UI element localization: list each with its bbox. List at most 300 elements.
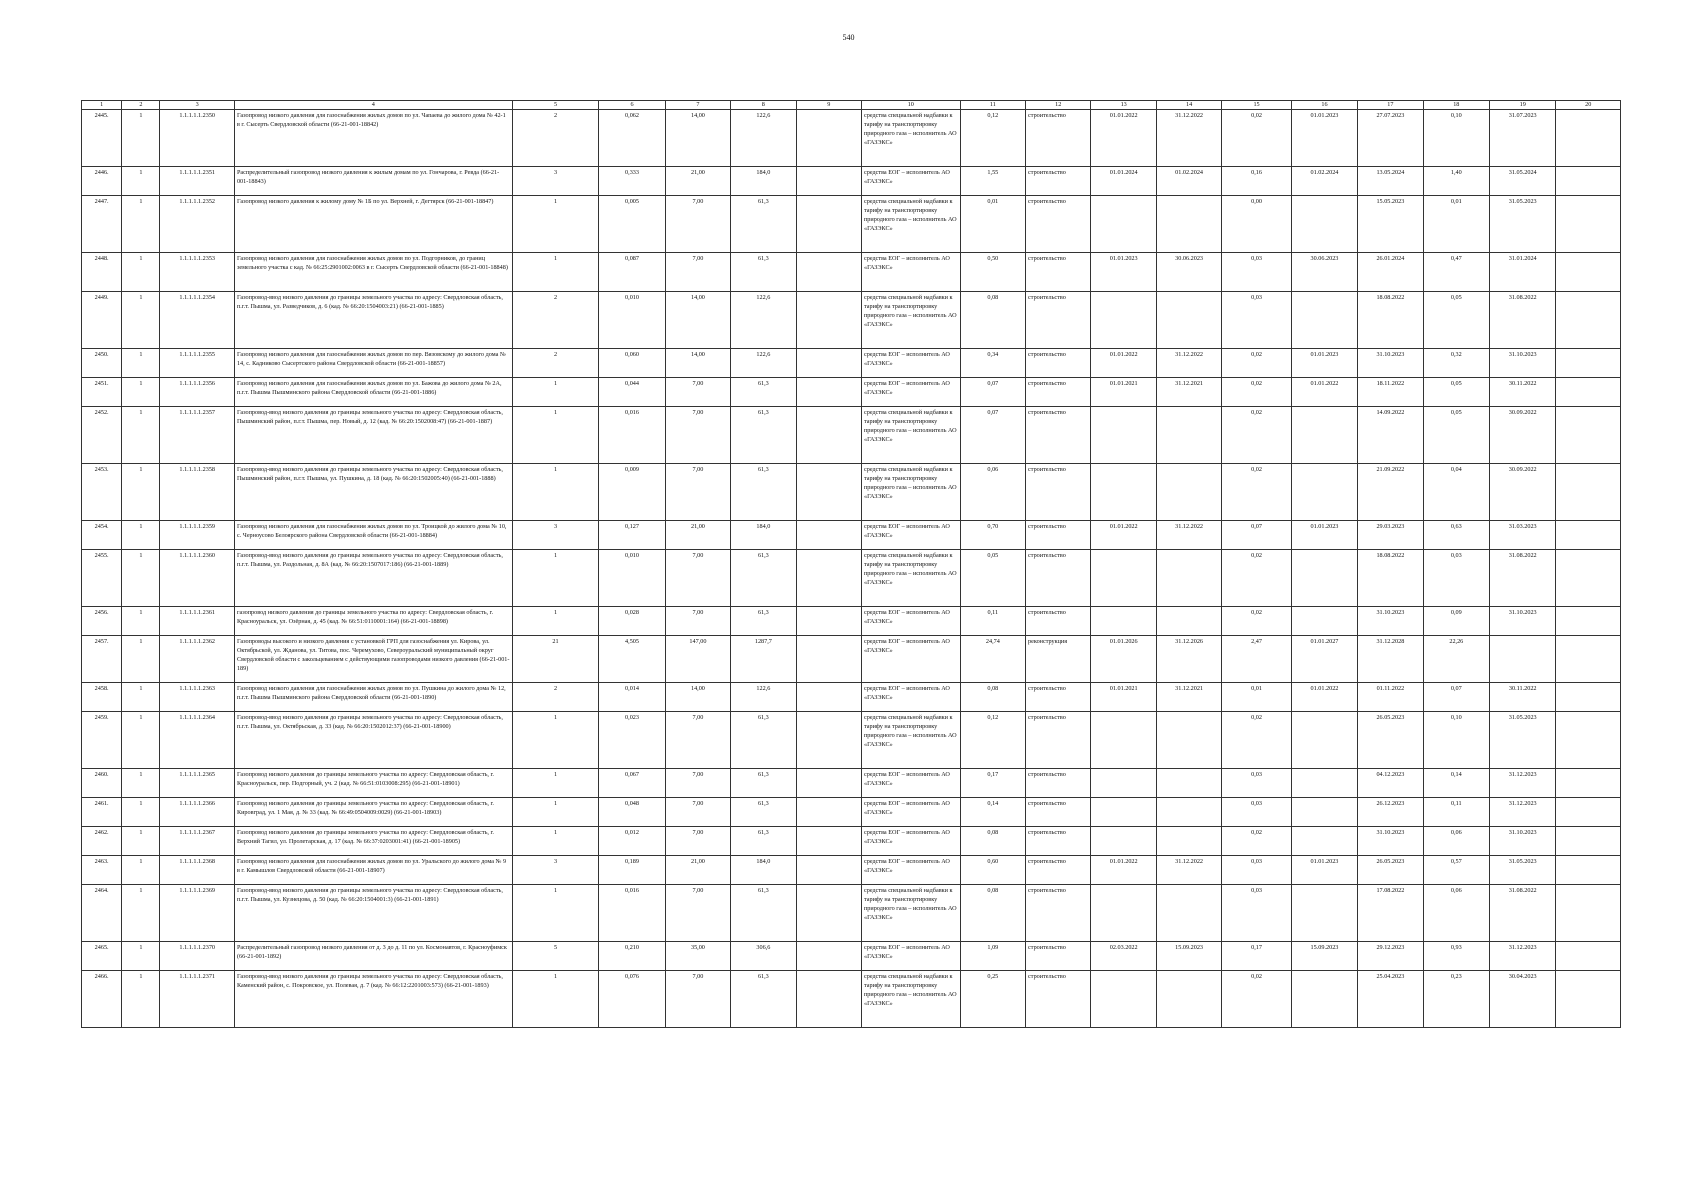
header-cell: 10 xyxy=(861,101,960,110)
column-13-cell xyxy=(1091,971,1156,1028)
object-code: 1.1.1.1.1.2371 xyxy=(160,971,234,1028)
object-description: Газопровод низкого давления для газоснабжения жилых домов по ул. Уральского до жилого дома № 9 в г. Камышлов Свердловской области (66-21-001-18907) xyxy=(234,856,512,885)
column-20-cell xyxy=(1556,110,1621,167)
column-20-cell xyxy=(1556,798,1621,827)
funding-source: средства специальной надбавки к тарифу на транспортировку природного газа – исполнитель АО «ГАЗЭКС» xyxy=(861,550,960,607)
column-20-cell xyxy=(1556,464,1621,521)
object-code: 1.1.1.1.1.2356 xyxy=(160,378,234,407)
column-13-cell xyxy=(1091,464,1156,521)
column-16-cell: 01.01.2023 xyxy=(1291,856,1357,885)
column-11-cell: 0,70 xyxy=(960,521,1025,550)
object-description: Газопровод-ввод низкого давления до границы земельного участка по адресу: Свердловская область, п.г.т. Пышма, ул. Раздольная, д. 8А (кад. № 66:20:1507017:186) (66-21-001-1889) xyxy=(234,550,512,607)
column-8-cell: 184,0 xyxy=(731,167,796,196)
table-row xyxy=(82,712,1621,769)
row-number: 2461. xyxy=(82,798,122,827)
column-6-cell: 0,044 xyxy=(599,378,665,407)
column-13-cell: 01.01.2026 xyxy=(1091,636,1156,683)
column-14-cell: 31.12.2021 xyxy=(1156,683,1221,712)
column-18-cell: 0,01 xyxy=(1423,196,1489,253)
column-17-cell: 25.04.2023 xyxy=(1358,971,1423,1028)
column-15-cell: 0,03 xyxy=(1222,253,1291,292)
funding-source: средства специальной надбавки к тарифу на транспортировку природного газа – исполнитель АО «ГАЗЭКС» xyxy=(861,885,960,942)
table-row xyxy=(82,464,1621,521)
column-16-cell xyxy=(1291,712,1357,769)
header-cell: 13 xyxy=(1091,101,1156,110)
table-row xyxy=(82,253,1621,292)
column-13-cell xyxy=(1091,798,1156,827)
column-2-cell: 1 xyxy=(122,827,160,856)
column-8-cell: 61,3 xyxy=(731,885,796,942)
work-type: строительство xyxy=(1026,942,1091,971)
header-cell: 7 xyxy=(665,101,730,110)
row-number: 2454. xyxy=(82,521,122,550)
funding-source: средства ЕОГ – исполнитель АО «ГАЗЭКС» xyxy=(861,827,960,856)
object-description: Газопровод низкого давления для газоснабжения жилых домов по ул. Бажова до жилого дома № 2А, п.г.т. Пышма Пышминского района Свердловской области (66-21-001-1886) xyxy=(234,378,512,407)
column-18-cell: 0,09 xyxy=(1423,607,1489,636)
object-code: 1.1.1.1.1.2361 xyxy=(160,607,234,636)
funding-source: средства ЕОГ – исполнитель АО «ГАЗЭКС» xyxy=(861,378,960,407)
column-9-cell xyxy=(796,378,861,407)
column-2-cell: 1 xyxy=(122,407,160,464)
column-2-cell: 1 xyxy=(122,856,160,885)
column-9-cell xyxy=(796,253,861,292)
object-code: 1.1.1.1.1.2369 xyxy=(160,885,234,942)
column-5-cell: 1 xyxy=(512,971,599,1028)
column-11-cell: 0,08 xyxy=(960,292,1025,349)
row-number: 2460. xyxy=(82,769,122,798)
object-code: 1.1.1.1.1.2360 xyxy=(160,550,234,607)
column-11-cell: 0,08 xyxy=(960,885,1025,942)
funding-source: средства специальной надбавки к тарифу на транспортировку природного газа – исполнитель АО «ГАЗЭКС» xyxy=(861,292,960,349)
column-14-cell: 31.12.2022 xyxy=(1156,349,1221,378)
column-5-cell: 1 xyxy=(512,196,599,253)
column-15-cell: 0,02 xyxy=(1222,607,1291,636)
table-row xyxy=(82,885,1621,942)
column-13-cell xyxy=(1091,607,1156,636)
object-description: Распределительный газопровод низкого давления от д. 3 до д. 11 по ул. Космонавтов, г. Красноуфимск (66-21-001-1892) xyxy=(234,942,512,971)
object-description: Газопровод-ввод низкого давления до границы земельного участка по адресу: Свердловская область, п.г.т. Пышма, ул. Октябрьская, д. 33 (кад. № 66:20:1502012:37) (66-21-001-18900) xyxy=(234,712,512,769)
column-8-cell: 61,3 xyxy=(731,607,796,636)
column-11-cell: 1,55 xyxy=(960,167,1025,196)
column-19-cell: 30.11.2022 xyxy=(1490,378,1556,407)
work-type: строительство xyxy=(1026,349,1091,378)
column-20-cell xyxy=(1556,550,1621,607)
funding-source: средства ЕОГ – исполнитель АО «ГАЗЭКС» xyxy=(861,349,960,378)
column-9-cell xyxy=(796,110,861,167)
column-2-cell: 1 xyxy=(122,521,160,550)
column-18-cell: 0,05 xyxy=(1423,292,1489,349)
column-14-cell xyxy=(1156,798,1221,827)
column-9-cell xyxy=(796,607,861,636)
column-15-cell: 0,03 xyxy=(1222,885,1291,942)
column-13-cell: 01.01.2022 xyxy=(1091,110,1156,167)
column-7-cell: 7,00 xyxy=(665,712,730,769)
column-9-cell xyxy=(796,349,861,378)
column-6-cell: 0,048 xyxy=(599,798,665,827)
column-2-cell: 1 xyxy=(122,607,160,636)
row-number: 2462. xyxy=(82,827,122,856)
column-14-cell xyxy=(1156,196,1221,253)
column-11-cell: 0,60 xyxy=(960,856,1025,885)
funding-source: средства специальной надбавки к тарифу на транспортировку природного газа – исполнитель АО «ГАЗЭКС» xyxy=(861,110,960,167)
column-2-cell: 1 xyxy=(122,167,160,196)
column-7-cell: 7,00 xyxy=(665,798,730,827)
column-19-cell: 31.08.2022 xyxy=(1490,292,1556,349)
column-6-cell: 0,060 xyxy=(599,349,665,378)
column-9-cell xyxy=(796,827,861,856)
column-20-cell xyxy=(1556,167,1621,196)
column-9-cell xyxy=(796,798,861,827)
header-cell: 6 xyxy=(599,101,665,110)
column-14-cell xyxy=(1156,971,1221,1028)
object-code: 1.1.1.1.1.2362 xyxy=(160,636,234,683)
column-19-cell: 31.10.2023 xyxy=(1490,349,1556,378)
column-5-cell: 1 xyxy=(512,827,599,856)
column-6-cell: 0,016 xyxy=(599,407,665,464)
column-5-cell: 1 xyxy=(512,550,599,607)
column-11-cell: 0,34 xyxy=(960,349,1025,378)
work-type: строительство xyxy=(1026,971,1091,1028)
column-18-cell: 0,06 xyxy=(1423,885,1489,942)
header-cell: 4 xyxy=(234,101,512,110)
column-16-cell: 01.01.2022 xyxy=(1291,378,1357,407)
column-18-cell: 0,04 xyxy=(1423,464,1489,521)
header-cell: 12 xyxy=(1026,101,1091,110)
column-14-cell xyxy=(1156,550,1221,607)
column-11-cell: 0,06 xyxy=(960,464,1025,521)
column-2-cell: 1 xyxy=(122,464,160,521)
object-code: 1.1.1.1.1.2354 xyxy=(160,292,234,349)
object-description: Газопровод низкого давления для газоснабжения жилых домов по ул. Троицкой до жилого дома № 10, с. Черноусово Белоярского района Свердловской области (66-21-001-18884) xyxy=(234,521,512,550)
column-20-cell xyxy=(1556,885,1621,942)
column-20-cell xyxy=(1556,827,1621,856)
column-18-cell: 0,10 xyxy=(1423,712,1489,769)
column-19-cell: 31.12.2023 xyxy=(1490,769,1556,798)
column-17-cell: 31.12.2028 xyxy=(1358,636,1423,683)
object-description: Газопровод низкого давления до границы земельного участка по адресу: Свердловская область, г. Кировград, ул. 1 Мая, д. № 33 (кад. № 66:49:0504009:0029) (66-21-001-18903) xyxy=(234,798,512,827)
column-17-cell: 26.05.2023 xyxy=(1358,856,1423,885)
column-8-cell: 122,6 xyxy=(731,292,796,349)
column-18-cell: 0,03 xyxy=(1423,550,1489,607)
column-19-cell: 31.08.2022 xyxy=(1490,550,1556,607)
column-11-cell: 0,08 xyxy=(960,683,1025,712)
column-16-cell: 01.02.2024 xyxy=(1291,167,1357,196)
column-9-cell xyxy=(796,636,861,683)
column-2-cell: 1 xyxy=(122,683,160,712)
row-number: 2465. xyxy=(82,942,122,971)
column-2-cell: 1 xyxy=(122,712,160,769)
object-description: Газопровод низкого давления до границы земельного участка по адресу: Свердловская область, г. Верхний Тагил, ул. Пролетарская, д. 17 (кад. № 66:37:0203001:41) (66-21-001-18905) xyxy=(234,827,512,856)
table-row xyxy=(82,827,1621,856)
column-9-cell xyxy=(796,464,861,521)
column-19-cell: 31.12.2023 xyxy=(1490,798,1556,827)
column-15-cell: 0,07 xyxy=(1222,521,1291,550)
column-8-cell: 61,3 xyxy=(731,464,796,521)
column-9-cell xyxy=(796,769,861,798)
column-19-cell: 31.05.2023 xyxy=(1490,856,1556,885)
funding-source: средства ЕОГ – исполнитель АО «ГАЗЭКС» xyxy=(861,167,960,196)
column-15-cell: 0,02 xyxy=(1222,407,1291,464)
object-code: 1.1.1.1.1.2358 xyxy=(160,464,234,521)
funding-source: средства ЕОГ – исполнитель АО «ГАЗЭКС» xyxy=(861,769,960,798)
column-9-cell xyxy=(796,196,861,253)
column-5-cell: 2 xyxy=(512,292,599,349)
column-2-cell: 1 xyxy=(122,636,160,683)
work-type: строительство xyxy=(1026,856,1091,885)
object-description: Газопроводы высокого и низкого давления с установкой ГРП для газоснабжения ул. Кирова, ул. Октябрьской, ул. Жданова, ул. Титова, пос. Черемухово, Североуральский муниципальный округ Свердловской области с закольцеванием с действующими газопроводами низкого давления (66-21-001-189) xyxy=(234,636,512,683)
column-15-cell: 0,02 xyxy=(1222,464,1291,521)
work-type: строительство xyxy=(1026,683,1091,712)
row-number: 2451. xyxy=(82,378,122,407)
column-16-cell xyxy=(1291,827,1357,856)
table-row xyxy=(82,769,1621,798)
column-18-cell: 0,05 xyxy=(1423,407,1489,464)
work-type: строительство xyxy=(1026,521,1091,550)
column-16-cell xyxy=(1291,292,1357,349)
column-7-cell: 7,00 xyxy=(665,827,730,856)
column-9-cell xyxy=(796,885,861,942)
column-20-cell xyxy=(1556,712,1621,769)
header-cell: 15 xyxy=(1222,101,1291,110)
column-6-cell: 0,076 xyxy=(599,971,665,1028)
column-9-cell xyxy=(796,407,861,464)
work-type: строительство xyxy=(1026,885,1091,942)
column-18-cell: 0,10 xyxy=(1423,110,1489,167)
column-16-cell xyxy=(1291,607,1357,636)
column-5-cell: 2 xyxy=(512,683,599,712)
column-13-cell xyxy=(1091,769,1156,798)
column-14-cell xyxy=(1156,769,1221,798)
table-row xyxy=(82,636,1621,683)
column-13-cell xyxy=(1091,827,1156,856)
column-7-cell: 35,00 xyxy=(665,942,730,971)
work-type: строительство xyxy=(1026,769,1091,798)
column-7-cell: 21,00 xyxy=(665,856,730,885)
column-14-cell: 31.12.2022 xyxy=(1156,521,1221,550)
column-9-cell xyxy=(796,942,861,971)
column-19-cell: 30.09.2022 xyxy=(1490,407,1556,464)
column-9-cell xyxy=(796,521,861,550)
column-19-cell: 31.12.2023 xyxy=(1490,942,1556,971)
column-2-cell: 1 xyxy=(122,942,160,971)
column-16-cell: 30.06.2023 xyxy=(1291,253,1357,292)
column-6-cell: 0,333 xyxy=(599,167,665,196)
object-description: Газопровод низкого давления к жилому дому № 1Б по ул. Верхней, г. Дегтярск (66-21-001-18847) xyxy=(234,196,512,253)
object-code: 1.1.1.1.1.2367 xyxy=(160,827,234,856)
column-5-cell: 2 xyxy=(512,110,599,167)
column-15-cell: 0,03 xyxy=(1222,856,1291,885)
column-18-cell: 0,07 xyxy=(1423,683,1489,712)
column-19-cell: 31.01.2024 xyxy=(1490,253,1556,292)
column-20-cell xyxy=(1556,769,1621,798)
column-18-cell: 0,63 xyxy=(1423,521,1489,550)
column-6-cell: 0,005 xyxy=(599,196,665,253)
funding-source: средства ЕОГ – исполнитель АО «ГАЗЭКС» xyxy=(861,253,960,292)
column-14-cell xyxy=(1156,827,1221,856)
column-15-cell: 0,02 xyxy=(1222,550,1291,607)
column-17-cell: 21.09.2022 xyxy=(1358,464,1423,521)
column-11-cell: 0,05 xyxy=(960,550,1025,607)
row-number: 2466. xyxy=(82,971,122,1028)
column-18-cell: 0,32 xyxy=(1423,349,1489,378)
column-18-cell: 0,11 xyxy=(1423,798,1489,827)
table-row xyxy=(82,407,1621,464)
column-14-cell xyxy=(1156,607,1221,636)
work-type: строительство xyxy=(1026,550,1091,607)
column-17-cell: 31.10.2023 xyxy=(1358,827,1423,856)
column-19-cell: 31.08.2022 xyxy=(1490,885,1556,942)
column-6-cell: 0,062 xyxy=(599,110,665,167)
column-17-cell: 17.08.2022 xyxy=(1358,885,1423,942)
column-7-cell: 21,00 xyxy=(665,167,730,196)
column-20-cell xyxy=(1556,607,1621,636)
column-20-cell xyxy=(1556,407,1621,464)
object-code: 1.1.1.1.1.2353 xyxy=(160,253,234,292)
table-body xyxy=(82,110,1621,1028)
column-2-cell: 1 xyxy=(122,292,160,349)
column-19-cell: 31.05.2024 xyxy=(1490,167,1556,196)
column-20-cell xyxy=(1556,292,1621,349)
column-13-cell xyxy=(1091,885,1156,942)
header-cell: 14 xyxy=(1156,101,1221,110)
column-9-cell xyxy=(796,683,861,712)
column-8-cell: 61,3 xyxy=(731,827,796,856)
object-code: 1.1.1.1.1.2351 xyxy=(160,167,234,196)
column-16-cell: 15.09.2023 xyxy=(1291,942,1357,971)
column-17-cell: 04.12.2023 xyxy=(1358,769,1423,798)
column-19-cell xyxy=(1490,636,1556,683)
row-number: 2450. xyxy=(82,349,122,378)
column-6-cell: 0,087 xyxy=(599,253,665,292)
column-13-cell: 01.01.2022 xyxy=(1091,521,1156,550)
funding-source: средства специальной надбавки к тарифу на транспортировку природного газа – исполнитель АО «ГАЗЭКС» xyxy=(861,971,960,1028)
work-type: строительство xyxy=(1026,607,1091,636)
table-row xyxy=(82,521,1621,550)
header-cell: 8 xyxy=(731,101,796,110)
column-11-cell: 0,25 xyxy=(960,971,1025,1028)
funding-source: средства специальной надбавки к тарифу на транспортировку природного газа – исполнитель АО «ГАЗЭКС» xyxy=(861,407,960,464)
object-description: Газопровод низкого давления для газоснабжения жилых домов по ул. Чапаева до жилого дома № 42-1 в г. Сысерть Свердловской области (66-21-001-18842) xyxy=(234,110,512,167)
column-7-cell: 7,00 xyxy=(665,378,730,407)
column-8-cell: 61,3 xyxy=(731,378,796,407)
column-8-cell: 122,6 xyxy=(731,349,796,378)
column-16-cell xyxy=(1291,769,1357,798)
column-2-cell: 1 xyxy=(122,769,160,798)
object-description: газопровод низкого давления до границы земельного участка по адресу: Свердловская область, г. Красноуральск, ул. Озёрная, д. 45 (кад. № 66:51:0110001:164) (66-21-001-18898) xyxy=(234,607,512,636)
column-16-cell: 01.01.2022 xyxy=(1291,683,1357,712)
column-5-cell: 1 xyxy=(512,378,599,407)
column-11-cell: 0,01 xyxy=(960,196,1025,253)
column-17-cell: 27.07.2023 xyxy=(1358,110,1423,167)
row-number: 2448. xyxy=(82,253,122,292)
page-number: 540 xyxy=(842,33,855,42)
column-15-cell: 0,00 xyxy=(1222,196,1291,253)
column-19-cell: 31.05.2023 xyxy=(1490,196,1556,253)
column-16-cell xyxy=(1291,798,1357,827)
column-17-cell: 26.01.2024 xyxy=(1358,253,1423,292)
column-20-cell xyxy=(1556,253,1621,292)
funding-source: средства специальной надбавки к тарифу на транспортировку природного газа – исполнитель АО «ГАЗЭКС» xyxy=(861,464,960,521)
funding-source: средства ЕОГ – исполнитель АО «ГАЗЭКС» xyxy=(861,798,960,827)
column-20-cell xyxy=(1556,521,1621,550)
column-11-cell: 0,17 xyxy=(960,769,1025,798)
column-2-cell: 1 xyxy=(122,110,160,167)
work-type: реконструкция xyxy=(1026,636,1091,683)
row-number: 2458. xyxy=(82,683,122,712)
object-code: 1.1.1.1.1.2350 xyxy=(160,110,234,167)
column-5-cell: 1 xyxy=(512,712,599,769)
column-5-cell: 1 xyxy=(512,769,599,798)
column-19-cell: 31.03.2023 xyxy=(1490,521,1556,550)
column-14-cell: 30.06.2023 xyxy=(1156,253,1221,292)
column-7-cell: 21,00 xyxy=(665,521,730,550)
column-19-cell: 31.05.2023 xyxy=(1490,712,1556,769)
funding-source: средства специальной надбавки к тарифу на транспортировку природного газа – исполнитель АО «ГАЗЭКС» xyxy=(861,196,960,253)
column-7-cell: 7,00 xyxy=(665,607,730,636)
column-5-cell: 1 xyxy=(512,253,599,292)
column-6-cell: 0,127 xyxy=(599,521,665,550)
column-18-cell: 0,05 xyxy=(1423,378,1489,407)
column-19-cell: 30.11.2022 xyxy=(1490,683,1556,712)
column-9-cell xyxy=(796,292,861,349)
column-9-cell xyxy=(796,856,861,885)
column-6-cell: 0,010 xyxy=(599,550,665,607)
column-8-cell: 61,3 xyxy=(731,769,796,798)
column-14-cell: 31.12.2026 xyxy=(1156,636,1221,683)
column-7-cell: 14,00 xyxy=(665,110,730,167)
column-15-cell: 0,02 xyxy=(1222,110,1291,167)
column-11-cell: 0,50 xyxy=(960,253,1025,292)
column-20-cell xyxy=(1556,196,1621,253)
column-15-cell: 0,03 xyxy=(1222,769,1291,798)
column-5-cell: 21 xyxy=(512,636,599,683)
object-code: 1.1.1.1.1.2366 xyxy=(160,798,234,827)
table-row xyxy=(82,167,1621,196)
column-15-cell: 0,01 xyxy=(1222,683,1291,712)
header-cell: 5 xyxy=(512,101,599,110)
column-18-cell: 0,47 xyxy=(1423,253,1489,292)
object-code: 1.1.1.1.1.2363 xyxy=(160,683,234,712)
column-17-cell: 18.08.2022 xyxy=(1358,292,1423,349)
column-19-cell: 31.07.2023 xyxy=(1490,110,1556,167)
column-20-cell xyxy=(1556,683,1621,712)
column-14-cell xyxy=(1156,712,1221,769)
column-19-cell: 31.10.2023 xyxy=(1490,607,1556,636)
column-20-cell xyxy=(1556,378,1621,407)
column-20-cell xyxy=(1556,636,1621,683)
row-number: 2463. xyxy=(82,856,122,885)
column-7-cell: 7,00 xyxy=(665,971,730,1028)
column-7-cell: 7,00 xyxy=(665,550,730,607)
column-8-cell: 184,0 xyxy=(731,856,796,885)
object-description: Газопровод низкого давления для газоснабжения жилых домов по ул. Пушкина до жилого дома № 12, п.г.т. Пышма Пышминского района Свердловской области (66-21-001-1890) xyxy=(234,683,512,712)
work-type: строительство xyxy=(1026,712,1091,769)
column-15-cell: 0,03 xyxy=(1222,798,1291,827)
column-9-cell xyxy=(796,971,861,1028)
column-17-cell: 31.10.2023 xyxy=(1358,607,1423,636)
funding-source: средства ЕОГ – исполнитель АО «ГАЗЭКС» xyxy=(861,521,960,550)
column-8-cell: 122,6 xyxy=(731,110,796,167)
table-row xyxy=(82,550,1621,607)
header-cell: 18 xyxy=(1423,101,1489,110)
table-row xyxy=(82,798,1621,827)
object-code: 1.1.1.1.1.2364 xyxy=(160,712,234,769)
work-type: строительство xyxy=(1026,407,1091,464)
object-code: 1.1.1.1.1.2357 xyxy=(160,407,234,464)
header-cell: 9 xyxy=(796,101,861,110)
column-8-cell: 61,3 xyxy=(731,971,796,1028)
funding-source: средства ЕОГ – исполнитель АО «ГАЗЭКС» xyxy=(861,856,960,885)
